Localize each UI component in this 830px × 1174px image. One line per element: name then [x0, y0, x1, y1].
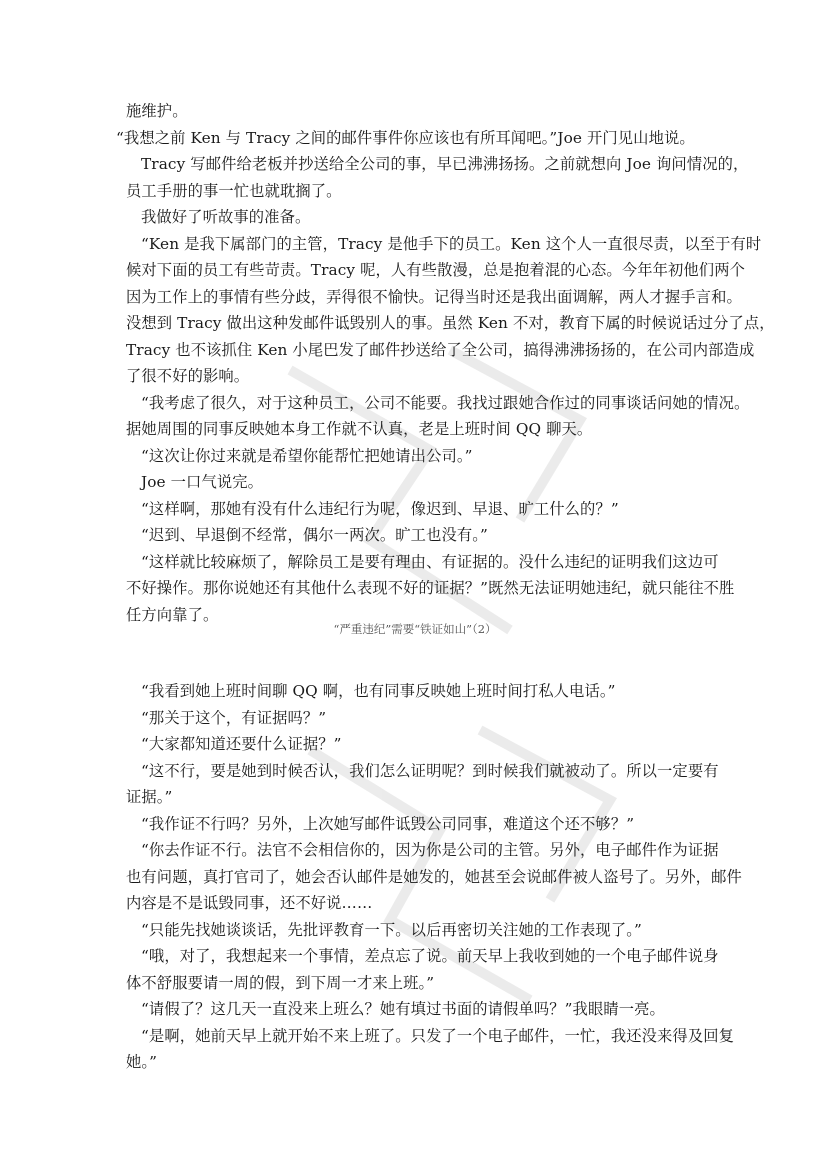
- paragraph-line: 没想到 Tracy 做出这种发邮件诋毁别人的事。虽然 Ken 不对，教育下属的时候说话过分了点，: [126, 314, 775, 332]
- paragraph-line: Joe 一口气说完。: [141, 473, 264, 491]
- paragraph-line: 我做好了听故事的准备。: [141, 208, 311, 226]
- paragraph-line: 施维护。: [126, 102, 188, 120]
- paragraph-line: 也有问题，真打官司了，她会否认邮件是她发的，她甚至会说邮件被人盗号了。另外，邮件: [126, 867, 742, 886]
- paragraph-line: “是啊，她前天早上就开始不来上班了。只发了一个电子邮件，一忙，我还没来得及回复: [141, 1026, 735, 1045]
- paragraph-line: “迟到、早退倒不经常，偶尔一两次。旷工也没有。”: [141, 526, 488, 544]
- paragraph-line: “请假了？这几天一直没来上班么？她有填过书面的请假单吗？”我眼睛一亮。: [141, 1000, 665, 1018]
- paragraph-line: 证据。”: [126, 788, 173, 806]
- paragraph-line: 员工手册的事一忙也就耽搁了。: [126, 181, 342, 200]
- paragraph-line: “这样啊，那她有没有什么违纪行为呢，像迟到、早退、旷工什么的？”: [141, 499, 619, 518]
- paragraph-line: 不好操作。那你说她还有其他什么表现不好的证据？”既然无法证明她违纪，就只能往不胜: [126, 579, 735, 597]
- paragraph-line: “你去作证不行。法官不会相信你的，因为你是公司的主管。另外，电子邮件作为证据: [141, 841, 719, 859]
- paragraph-line: 据她周围的同事反映她本身工作就不认真，老是上班时间 QQ 聊天。: [126, 420, 593, 438]
- paragraph-line: 内容是不是诋毁同事，还不好说……: [126, 894, 373, 912]
- paragraph-line: 体不舒服要请一周的假，到下周一才来上班。”: [126, 973, 435, 992]
- paragraph-line: 候对下面的员工有些苛责。Tracy 呢，人有些散漫，总是抱着混的心态。今年年初他们两个: [126, 261, 745, 279]
- paragraph-line: “只能先找她谈谈话，先批评教育一下。以后再密切关注她的工作表现了。”: [141, 920, 642, 939]
- paragraph-line: “这不行，要是她到时候否认，我们怎么证明呢？到时候我们就被动了。所以一定要有: [141, 761, 719, 780]
- paragraph-line: “我想之前 Ken 与 Tracy 之间的邮件事件你应该也有所耳闻吧。”Joe 开门见山地说。: [116, 128, 695, 147]
- paragraph-line: “我考虑了很久，对于这种员工，公司不能要。我找过跟她合作过的同事谈话问她的情况。: [141, 393, 750, 412]
- paragraph-line: “Ken 是我下属部门的主管，Tracy 是他手下的员工。Ken 这个人一直很尽责，以至于有时: [141, 234, 762, 253]
- paragraph-line: “哦，对了，我想起来一个事情，差点忘了说。前天早上我收到她的一个电子邮件说身: [141, 947, 719, 965]
- paragraph-line: “我看到她上班时间聊 QQ 啊，也有同事反映她上班时间打私人电话。”: [141, 682, 616, 700]
- paragraph-line: 任方向靠了。: [126, 605, 219, 624]
- paragraph-line: 了很不好的影响。: [126, 367, 250, 385]
- paragraph-line: Tracy 也不该抓住 Ken 小尾巴发了邮件抄送给了全公司，搞得沸沸扬扬的，在公司内部造成: [126, 340, 755, 359]
- paragraph-line: “我作证不行吗？另外，上次她写邮件诋毁公司同事，难道这个还不够？”: [141, 814, 635, 833]
- section-heading: “严重违纪”需要“铁证如山”（2）: [333, 622, 497, 636]
- paragraph-line: “这次让你过来就是希望你能帮忙把她请出公司。”: [141, 446, 473, 465]
- paragraph-line: “那关于这个，有证据吗？”: [141, 708, 327, 727]
- section-two-text: [126, 678, 742, 1076]
- paragraph-line: 她。”: [126, 1053, 158, 1071]
- paragraph-line: “这样就比较麻烦了，解除员工是要有理由、有证据的。没什么违纪的证明我们这边可: [141, 552, 719, 571]
- paragraph-line: 因为工作上的事情有些分歧，弄得很不愉快。记得当时还是我出面调解，两人才握手言和。: [126, 287, 742, 306]
- paragraph-line: “大家都知道还要什么证据？”: [141, 735, 342, 753]
- paragraph-line: Tracy 写邮件给老板并抄送给全公司的事，早已沸沸扬扬。之前就想向 Joe 询问情况的，: [141, 155, 749, 173]
- section-one-text: [116, 98, 775, 628]
